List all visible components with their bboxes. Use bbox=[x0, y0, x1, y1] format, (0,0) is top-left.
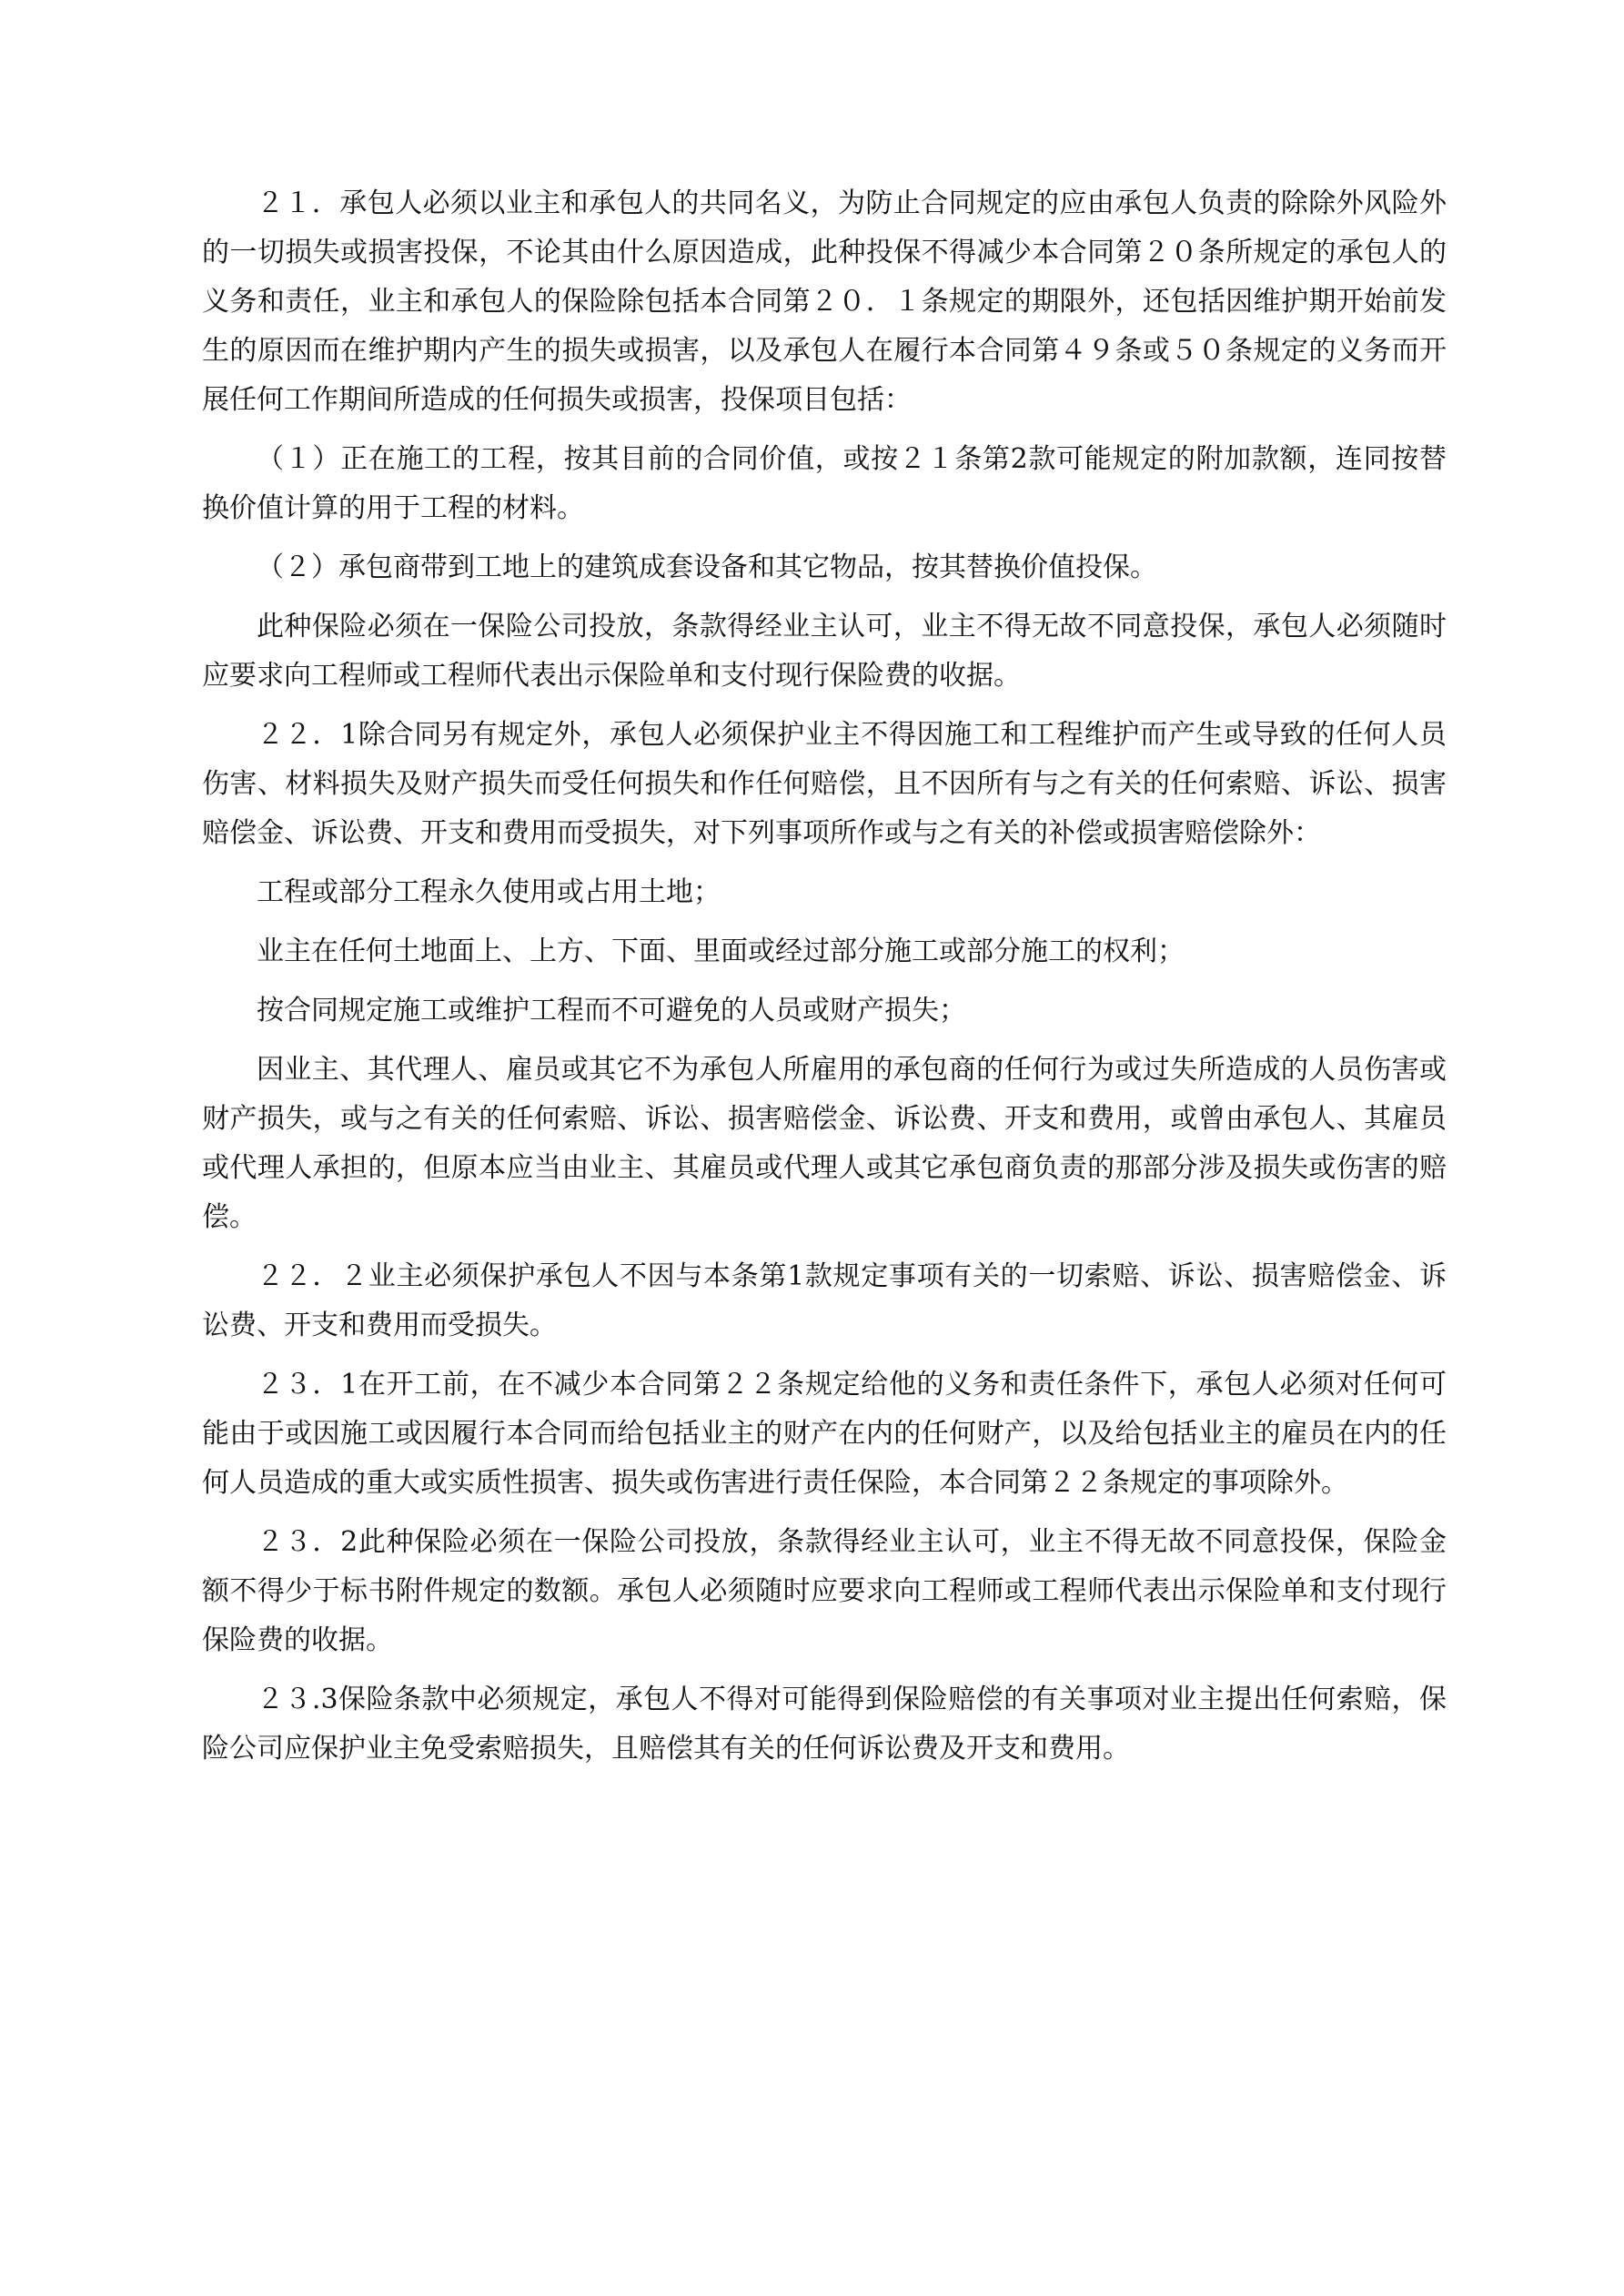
paragraph-23-2: ２３．2此种保险必须在一保险公司投放，条款得经业主认可，业主不得无故不同意投保，保险金额不得少于标书附件规定的数额。承包人必须随时应要求向工程师或工程师代表出示保险单和支付现行保险费的收据。 bbox=[202, 1526, 1447, 1656]
paragraph-21-item-2: （２）承包商带到工地上的建筑成套设备和其它物品，按其替换价值投保。 bbox=[257, 551, 1157, 583]
paragraph-21-item-1: （１）正在施工的工程，按其目前的合同价值，或按２１条第2款可能规定的附加款额，连同按替换价值计算的用于工程的材料。 bbox=[202, 443, 1447, 524]
paragraph-22-2: ２２．２业主必须保护承包人不因与本条第1款规定事项有关的一切索赔、诉讼、损害赔偿金、诉讼费、开支和费用而受损失。 bbox=[202, 1260, 1447, 1341]
paragraph-23-3: ２３.3保险条款中必须规定，承包人不得对可能得到保险赔偿的有关事项对业主提出任何索赔，保险公司应保护业主免受索赔损失，且赔偿其有关的任何诉讼费及开支和费用。 bbox=[202, 1684, 1447, 1765]
paragraph-22-1-item-d: 因业主、其代理人、雇员或其它不为承包人所雇用的承包商的任何行为或过失所造成的人员伤害或财产损失，或与之有关的任何索赔、诉讼、损害赔偿金、诉讼费、开支和费用，或曾由承包人、其雇员或代理人承担的，但原本应当由业主、其雇员或代理人或其它承包商负责的那部分涉及损失或伤害的赔偿。 bbox=[202, 1054, 1447, 1233]
paragraph-22-1-item-a: 工程或部分工程永久使用或占用土地； bbox=[257, 876, 721, 908]
paragraph-23-1: ２３．1在开工前，在不减少本合同第２２条规定给他的义务和责任条件下，承包人必须对任何可能由于或因施工或因履行本合同而给包括业主的财产在内的任何财产，以及给包括业主的雇员在内的任何人员造成的重大或实质性损害、损失或伤害进行责任保险，本合同第２２条规定的事项除外。 bbox=[202, 1369, 1447, 1499]
document-body bbox=[202, 179, 1447, 1784]
paragraph-22-1-item-c: 按合同规定施工或维护工程而不可避免的人员或财产损失； bbox=[257, 995, 966, 1027]
paragraph-22-1-item-b: 业主在任何土地面上、上方、下面、里面或经过部分施工或部分施工的权利； bbox=[257, 936, 1185, 967]
paragraph-21-insurance: 此种保险必须在一保险公司投放，条款得经业主认可，业主不得无故不同意投保，承包人必须随时应要求向工程师或工程师代表出示保险单和支付现行保险费的收据。 bbox=[202, 611, 1447, 692]
paragraph-22-1: ２２．1除合同另有规定外，承包人必须保护业主不得因施工和工程维护而产生或导致的任何人员伤害、材料损失及财产损失而受任何损失和作任何赔偿，且不因所有与之有关的任何索赔、诉讼、损害赔偿金、诉讼费、开支和费用而受损失，对下列事项所作或与之有关的补偿或损害赔偿除外： bbox=[202, 719, 1447, 849]
paragraph-21: ２１．承包人必须以业主和承包人的共同名义，为防止合同规定的应由承包人负责的除除外风险外的一切损失或损害投保，不论其由什么原因造成，此种投保不得减少本合同第２０条所规定的承包人的义务和责任，业主和承包人的保险除包括本合同第２０．１条规定的期限外，还包括因维护期开始前发生的原因而在维护期内产生的损失或损害，以及承包人在履行本合同第４９条或５０条规定的义务而开展任何工作期间所造成的任何损失或损害，投保项目包括： bbox=[202, 187, 1447, 416]
